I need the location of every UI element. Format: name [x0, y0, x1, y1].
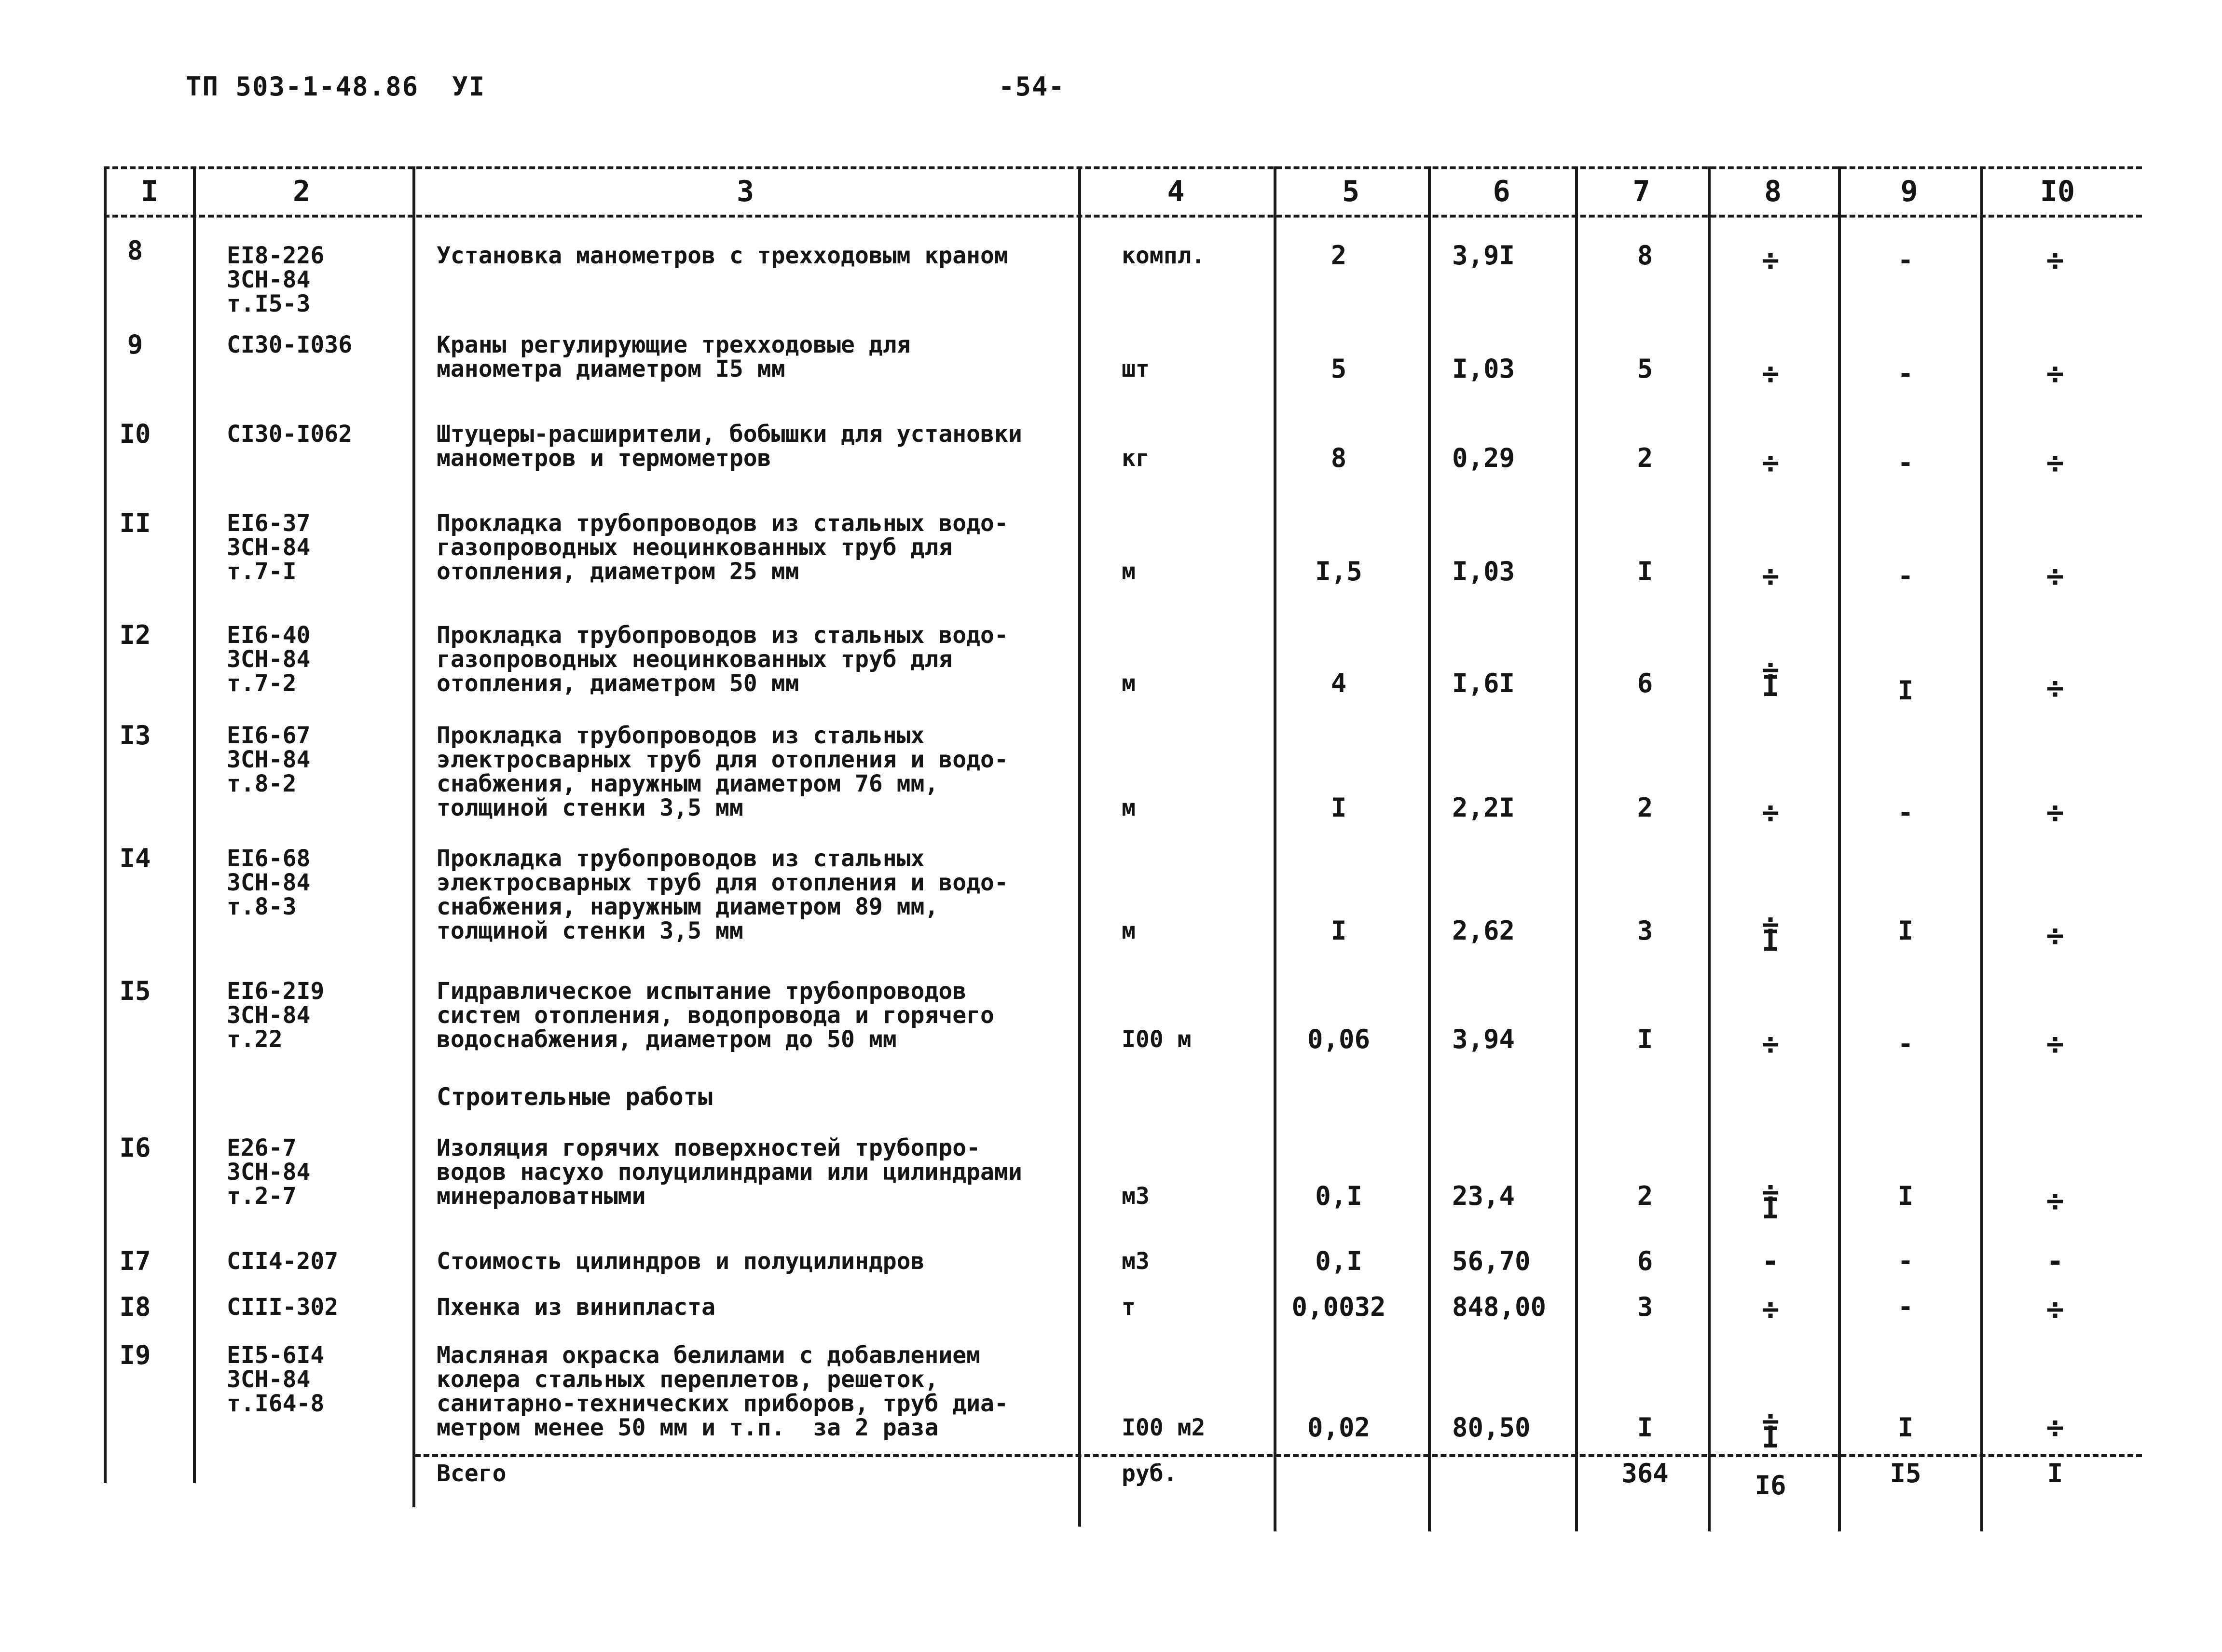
- column-divider: [1575, 166, 1578, 1531]
- total-cost: 8: [1637, 240, 1653, 271]
- col9-value: -: [1897, 797, 1914, 828]
- work-description: Пхенка из винипласта: [437, 1294, 715, 1321]
- unit-cost: I,6I: [1452, 668, 1515, 698]
- work-description: Прокладка трубопроводов из стальных электросварных труб для отопления и водо- снабжения, наружным диаметром 76 мм, толщиной стенки 3,5 мм: [437, 722, 1008, 821]
- col8-value: ÷: [1761, 357, 1780, 391]
- quantity: I: [1330, 915, 1347, 946]
- quantity: 0,06: [1307, 1024, 1371, 1054]
- col8-value: -: [1761, 1244, 1780, 1278]
- col8-value: ÷: [1761, 244, 1780, 277]
- quantity: 0,02: [1307, 1412, 1371, 1443]
- work-description: Прокладка трубопроводов из стальных электросварных труб для отопления и водо- снабжения, наружным диаметром 89 мм, толщиной стенки 3,5 мм: [437, 845, 1008, 944]
- unit-cost: I,03: [1452, 556, 1515, 587]
- total-cost: 5: [1637, 354, 1653, 384]
- unit: м: [1122, 670, 1136, 697]
- total-cost: I: [1637, 1024, 1653, 1054]
- quantity: 8: [1330, 443, 1347, 473]
- rate-code: E26-7 ЗСН-84 т.2-7: [227, 1134, 311, 1210]
- total-cost: 6: [1637, 1246, 1653, 1276]
- total-cost: 2: [1637, 1181, 1653, 1211]
- col9-value: -: [1897, 448, 1914, 478]
- unit: кг: [1122, 445, 1150, 472]
- column-header: 8: [1764, 175, 1782, 208]
- unit-cost: 2,2I: [1452, 792, 1515, 823]
- column-divider: [104, 166, 107, 1483]
- column-divider: [412, 166, 415, 1507]
- unit: шт: [1122, 355, 1150, 382]
- col10-value: ÷: [2046, 1411, 2064, 1445]
- unit-cost: 23,4: [1452, 1181, 1515, 1211]
- unit-cost: 2,62: [1452, 915, 1515, 946]
- page-number: -54-: [999, 71, 1066, 102]
- unit-cost: 3,9I: [1452, 240, 1515, 271]
- column-divider: [1078, 166, 1081, 1527]
- item-number: I3: [119, 720, 151, 751]
- column-divider: [193, 166, 196, 1483]
- section-heading: Строительные работы: [437, 1083, 713, 1111]
- col9-value: -: [1897, 1246, 1914, 1276]
- col10-value: ÷: [2046, 1293, 2064, 1326]
- col8-value: ÷ I: [1761, 1175, 1780, 1226]
- column-header: 9: [1900, 175, 1918, 208]
- item-number: II: [119, 508, 151, 538]
- work-description: Стоимость цилиндров и полуцилиндров: [437, 1248, 925, 1275]
- rate-code: CI30-I062: [227, 421, 353, 448]
- unit: I00 м: [1122, 1026, 1192, 1053]
- col8-value: ÷ I: [1761, 908, 1780, 958]
- total-cost: 2: [1637, 443, 1653, 473]
- total-cost: I: [1637, 1412, 1653, 1443]
- quantity: 5: [1330, 354, 1347, 384]
- work-description: Штуцеры-расширители, бобышки для установки манометров и термометров: [437, 421, 1022, 472]
- column-header: 2: [292, 175, 311, 208]
- unit-cost: 80,50: [1452, 1412, 1531, 1443]
- column-header: 5: [1342, 175, 1360, 208]
- col9-value: I: [1897, 915, 1914, 946]
- unit: м: [1122, 917, 1136, 944]
- col10-value: ÷: [2046, 446, 2064, 480]
- col9-value: I: [1897, 1412, 1914, 1443]
- item-number: I2: [119, 620, 151, 650]
- col10-value: ÷: [2046, 560, 2064, 593]
- unit: I00 м2: [1122, 1414, 1206, 1441]
- col8-value: ÷: [1761, 446, 1780, 480]
- work-description: Установка манометров с трехходовым краном: [437, 242, 1008, 269]
- total-label: Всего: [437, 1460, 507, 1487]
- unit-cost: 3,94: [1452, 1024, 1515, 1054]
- table-top-rule: [104, 166, 2142, 169]
- col8-value: ÷ I: [1761, 1405, 1780, 1455]
- col8-value: ÷: [1761, 796, 1780, 830]
- item-number: 9: [127, 329, 143, 360]
- item-number: 8: [127, 235, 143, 266]
- total-cost: 3: [1637, 915, 1653, 946]
- item-number: I7: [119, 1246, 151, 1276]
- work-description: Изоляция горячих поверхностей трубопро- водов насухо полуцилиндрами или цилиндрами минераловатными: [437, 1134, 1022, 1210]
- work-description: Гидравлическое испытание трубопроводов систем отопления, водопровода и горячего водоснабжения, диаметром до 50 мм: [437, 978, 994, 1053]
- total-col8: I6: [1755, 1470, 1786, 1501]
- column-divider: [1708, 166, 1711, 1531]
- col8-value: ÷: [1761, 560, 1780, 593]
- total-cost: I: [1637, 556, 1653, 587]
- col8-value: ÷: [1761, 1027, 1780, 1061]
- col9-value: -: [1897, 1029, 1914, 1059]
- col10-value: ÷: [2046, 357, 2064, 391]
- unit-cost: I,03: [1452, 354, 1515, 384]
- column-divider: [1428, 166, 1431, 1531]
- quantity: I,5: [1315, 556, 1362, 587]
- rate-code: CII4-207: [227, 1248, 339, 1275]
- total-unit: руб.: [1122, 1460, 1178, 1487]
- quantity: 2: [1330, 240, 1347, 271]
- work-description: Масляная окраска белилами с добавлением колера стальных переплетов, решеток, санитарно-технических приборов, труб диа- метром менее 50 мм и т.п. за 2 раза: [437, 1342, 1008, 1441]
- unit: компл.: [1122, 242, 1206, 269]
- total-cost: 6: [1637, 668, 1653, 698]
- unit-cost: 56,70: [1452, 1246, 1531, 1276]
- col9-value: I: [1897, 675, 1914, 706]
- column-divider: [1980, 166, 1983, 1531]
- quantity: 0,0032: [1291, 1292, 1386, 1322]
- rate-code: EI6-40 ЗСН-84 т.7-2: [227, 622, 311, 697]
- total-col10: I: [2047, 1458, 2063, 1488]
- column-header: 6: [1493, 175, 1510, 208]
- column-header: 7: [1632, 175, 1650, 208]
- col9-value: I: [1897, 1181, 1914, 1211]
- col10-value: ÷: [2046, 919, 2064, 953]
- col9-value: -: [1897, 245, 1914, 275]
- rate-code: EI5-6I4 ЗСН-84 т.I64-8: [227, 1342, 325, 1417]
- item-number: I5: [119, 976, 151, 1006]
- col8-value: ÷ I: [1761, 653, 1780, 703]
- rate-code: EI6-37 ЗСН-84 т.7-I: [227, 510, 311, 585]
- column-divider: [1838, 166, 1841, 1531]
- rate-code: EI6-68 ЗСН-84 т.8-3: [227, 845, 311, 920]
- quantity: 4: [1330, 668, 1347, 698]
- work-description: Краны регулирующие трехходовые для манометра диаметром I5 мм: [437, 331, 911, 382]
- col10-value: ÷: [2046, 671, 2064, 705]
- work-description: Прокладка трубопроводов из стальных водо- газопроводных неоцинкованных труб для отопления, диаметром 25 мм: [437, 510, 1008, 585]
- total-col7: 364: [1621, 1458, 1669, 1488]
- column-header: I: [140, 175, 159, 208]
- total-cost: 3: [1637, 1292, 1653, 1322]
- unit: м: [1122, 558, 1136, 585]
- rate-code: EI8-226 ЗСН-84 т.I5-3: [227, 242, 325, 317]
- total-cost: 2: [1637, 792, 1653, 823]
- item-number: I4: [119, 843, 151, 874]
- total-col9: I5: [1890, 1458, 1921, 1488]
- col9-value: -: [1897, 1292, 1914, 1322]
- rate-code: CIII-302: [227, 1294, 339, 1321]
- quantity: I: [1330, 792, 1347, 823]
- col10-value: ÷: [2046, 1027, 2064, 1061]
- col9-value: -: [1897, 358, 1914, 389]
- rate-code: CI30-I036: [227, 331, 353, 358]
- document-code: ТП 503-1-48.86 УI: [186, 71, 486, 102]
- column-header: 4: [1167, 175, 1185, 208]
- col10-value: ÷: [2046, 796, 2064, 830]
- rate-code: EI6-67 ЗСН-84 т.8-2: [227, 722, 311, 797]
- unit-cost: 0,29: [1452, 443, 1515, 473]
- col10-value: ÷: [2046, 1184, 2064, 1218]
- item-number: I6: [119, 1133, 151, 1163]
- item-number: I0: [119, 419, 151, 449]
- item-number: I8: [119, 1292, 151, 1322]
- column-header: 3: [736, 175, 754, 208]
- quantity: 0,I: [1315, 1181, 1362, 1211]
- unit: м3: [1122, 1248, 1150, 1275]
- col10-value: -: [2046, 1244, 2064, 1278]
- unit: м: [1122, 794, 1136, 821]
- col8-value: ÷: [1761, 1293, 1780, 1326]
- rate-code: EI6-2I9 ЗСН-84 т.22: [227, 978, 325, 1053]
- column-header: I0: [2040, 175, 2075, 208]
- col9-value: -: [1897, 561, 1914, 591]
- header-bottom-rule: [104, 215, 2142, 218]
- work-description: Прокладка трубопроводов из стальных водо- газопроводных неоцинкованных труб для отопления, диаметром 50 мм: [437, 622, 1008, 697]
- item-number: I9: [119, 1340, 151, 1370]
- quantity: 0,I: [1315, 1246, 1362, 1276]
- total-separator-rule: [415, 1454, 2142, 1457]
- unit: м3: [1122, 1183, 1150, 1210]
- col10-value: ÷: [2046, 244, 2064, 277]
- unit: т: [1122, 1294, 1136, 1321]
- unit-cost: 848,00: [1452, 1292, 1547, 1322]
